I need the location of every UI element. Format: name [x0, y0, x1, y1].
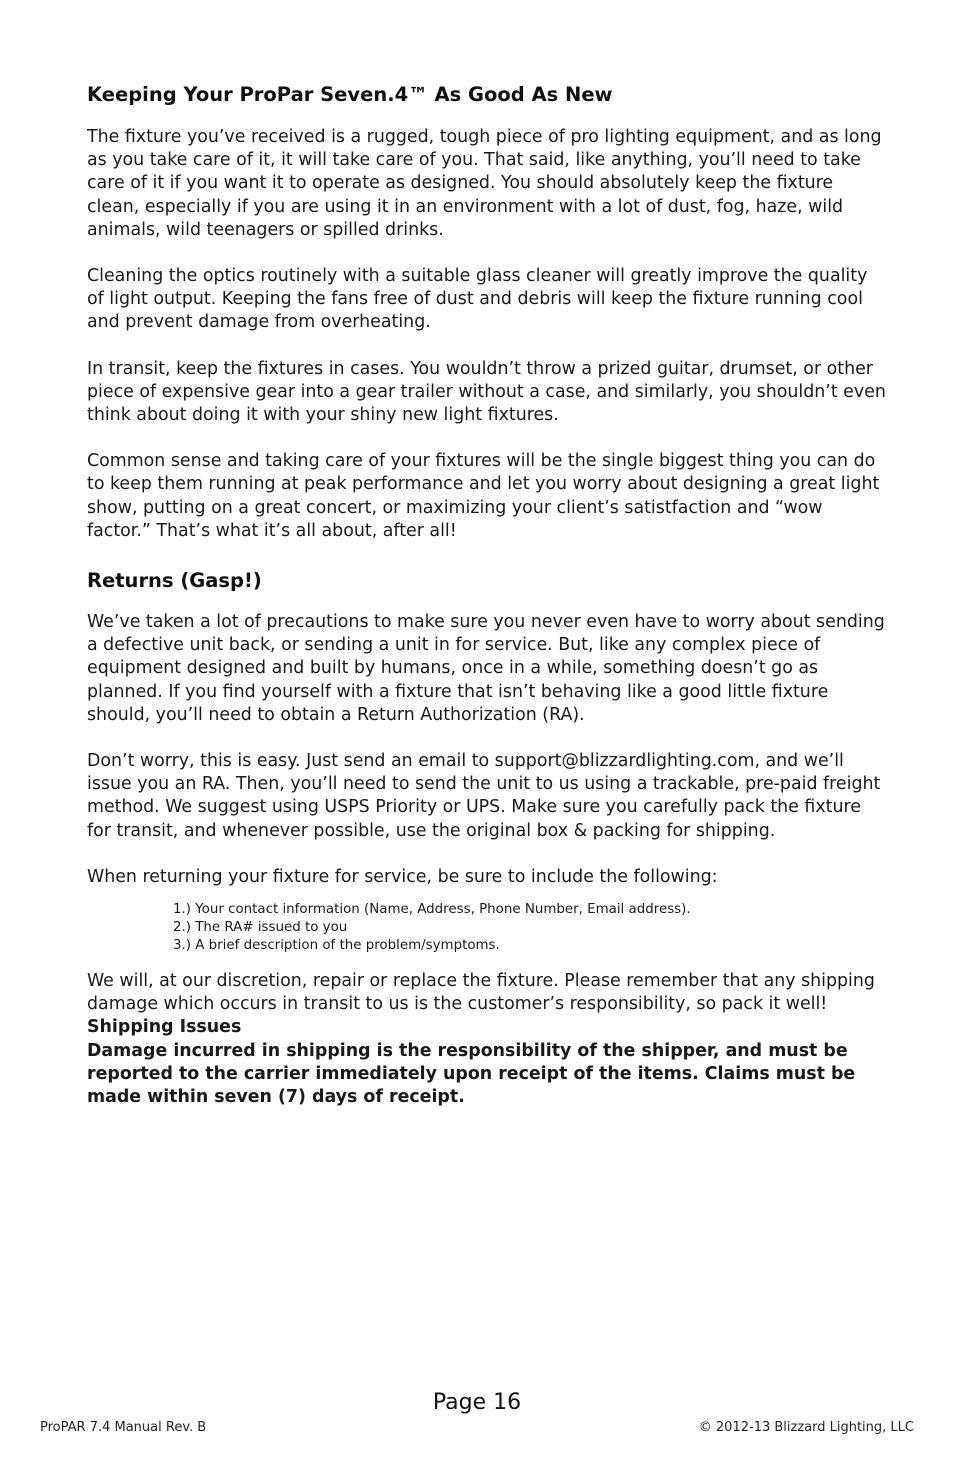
paragraph-returns-3: When returning your fixture for service, be sure to include the following: [87, 866, 718, 887]
page-number: Page 16 [432, 1390, 522, 1415]
paragraph-care-1: The fixture you’ve received is a rugged, tough piece of pro lighting equipment, and as long as you take care of it, it will take care of you. That said, like anything, you’ll need to take care of it if you want it to operate as designed. You should absolutely keep the fixture clean, especially if you are using it in an environment with a lot of dust, fog, haze, wild animals, wild teenagers or spilled drinks. [87, 127, 882, 240]
footer-copyright: © 2012-13 Blizzard Lighting, LLC [698, 1420, 914, 1435]
list-item: 1.) Your contact information (Name, Address, Phone Number, Email address). [173, 902, 691, 918]
page-content [87, 82, 887, 1109]
paragraph-care-4: Common sense and taking care of your fixtures will be the single biggest thing you can do to keep them running at peak performance and let you worry about designing a great light show, putting on a great concert, or maximizing your client’s satistfaction and “wow factor.” That’s what it’s all about, after all! [87, 451, 880, 541]
section-heading-returns: Returns (Gasp!) [87, 569, 262, 593]
return-checklist [173, 901, 887, 955]
footer-manual-revision: ProPAR 7.4 Manual Rev. B [40, 1420, 207, 1435]
paragraph-shipping: Damage incurred in shipping is the responsibility of the shipper, and must be reported to the carrier immediately upon receipt of the items. Claims must be made within seven (7) days of receipt. [87, 1040, 856, 1108]
section-heading-care: Keeping Your ProPar Seven.4™ As Good As New [87, 83, 613, 106]
paragraph-care-3: In transit, keep the fixtures in cases. You wouldn’t throw a prized guitar, drumset, or other piece of expensive gear into a gear trailer without a case, and similarly, you shouldn’t even think about doing it with your shiny new light fixtures. [87, 358, 886, 426]
list-item: 2.) The RA# issued to you [173, 920, 348, 936]
paragraph-returns-closing: We will, at our discretion, repair or replace the fixture. Please remember that any shipping damage which occurs in transit to us is the customer’s responsibility, so pack it well! [87, 971, 875, 1015]
list-item: 3.) A brief description of the problem/symptoms. [173, 938, 500, 954]
paragraph-care-2: Cleaning the optics routinely with a suitable glass cleaner will greatly improve the quality of light output. Keeping the fans free of dust and debris will keep the fixture running cool and prevent damage from overheating. [87, 266, 868, 333]
section-heading-shipping: Shipping Issues [87, 1017, 242, 1038]
paragraph-returns-1: We’ve taken a lot of precautions to make sure you never even have to worry about sending a defective unit back, or sending a unit in for service. But, like any complex piece of equipment designed and built by humans, once in a while, something doesn’t go as planned. If you find yourself with a fixture that isn’t behaving like a good little fixture should, you’ll need to obtain a Return Authorization (RA). [87, 612, 885, 725]
paragraph-returns-2: Don’t worry, this is easy. Just send an email to support@blizzardlighting.com, and we’ll issue you an RA. Then, you’ll need to send the unit to us using a trackable, pre-paid freight method. We suggest using USPS Priority or UPS. Make sure you carefully pack the fixture for transit, and whenever possible, use the original box & packing for shipping. [87, 751, 881, 841]
